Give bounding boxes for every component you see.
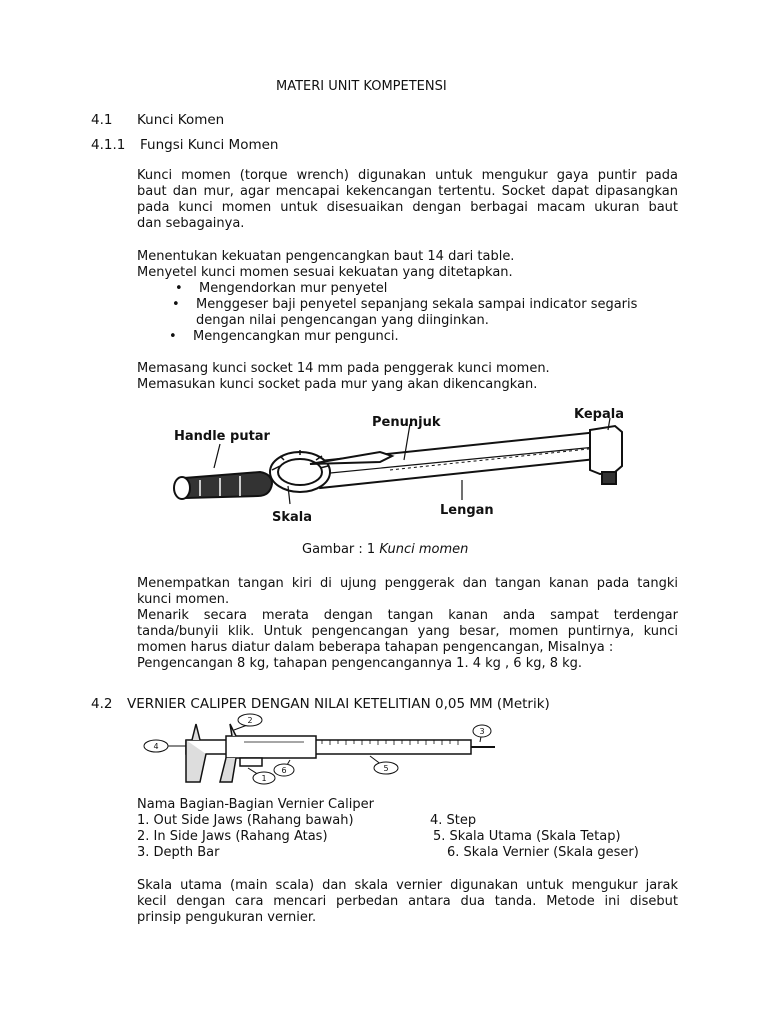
torque-wrench-figure [160, 400, 650, 530]
parts-item: 6. Skala Vernier (Skala geser) [447, 845, 639, 860]
step-line: Menentukan kekuatan pengencangkan baut 14 dari table. [137, 249, 515, 264]
paragraph-line: dan sebagainya. [137, 216, 245, 231]
callout-5: 5 [383, 764, 389, 773]
step-line: Memasang kunci socket 14 mm pada penggerak kunci momen. [137, 361, 550, 376]
bullet-item: • Mengendorkan mur penyetel [199, 281, 387, 297]
caption-italic: Kunci momen [379, 542, 469, 557]
paragraph-line: Menempatkan tangan kiri di ujung penggerak dan tangan kanan pada tangki [137, 576, 678, 591]
callout-3: 3 [479, 727, 485, 736]
callout-2: 2 [247, 716, 253, 725]
parts-item: 5. Skala Utama (Skala Tetap) [433, 829, 621, 844]
caption-prefix: Gambar : 1 [302, 542, 380, 557]
paragraph-line: Pengencangan 8 kg, tahapan pengencangannya 1. 4 kg , 6 kg, 8 kg. [137, 656, 583, 671]
figure-caption [302, 542, 468, 558]
figure-label-handle: Handle putar [174, 429, 270, 444]
callout-6: 6 [281, 766, 287, 775]
bullet-item: • Mengencangkan mur pengunci. [193, 329, 399, 345]
parts-item: 3. Depth Bar [137, 845, 220, 860]
paragraph-line: Skala utama (main scala) dan skala vernier digunakan untuk mengukur jarak [137, 878, 678, 893]
vernier-caliper-figure [140, 712, 500, 788]
paragraph-line: tanda/bunyii klik. Untuk pengencangan yang besar, momen puntirnya, kunci [137, 624, 678, 639]
paragraph-line: pada kunci momen untuk disesuaikan dengan berbagai macam ukuran baut [137, 200, 678, 215]
parts-title: Nama Bagian-Bagian Vernier Caliper [137, 797, 374, 812]
section-number: 4.2 [91, 696, 113, 712]
parts-item: 2. In Side Jaws (Rahang Atas) [137, 829, 328, 844]
callout-4: 4 [153, 742, 159, 751]
figure-label-lengan: Lengan [440, 503, 494, 518]
paragraph-line: baut dan mur, agar mencapai kekencangan tertentu. Socket dapat dipasangkan [137, 184, 678, 199]
parts-item: 4. Step [430, 813, 477, 828]
figure-label-kepala: Kepala [574, 407, 624, 422]
subsection-title: Fungsi Kunci Momen [140, 137, 279, 153]
figure-label-penunjuk: Penunjuk [372, 415, 441, 430]
paragraph-line: kecil dengan cara mencari perbedan antara dua tanda. Metode ini disebut [137, 894, 678, 909]
section-number: 4.1 [91, 112, 113, 128]
page-title: MATERI UNIT KOMPETENSI [276, 79, 447, 94]
paragraph-line: prinsip pengukuran vernier. [137, 910, 317, 925]
section-title: Kunci Komen [137, 112, 225, 128]
callout-1: 1 [261, 774, 267, 783]
bullet-item: • Menggeser baji penyetel sepanjang sekala sampai indicator segaris [196, 297, 637, 313]
paragraph-line: kunci momen. [137, 592, 230, 607]
subsection-number: 4.1.1 [91, 137, 126, 153]
paragraph-line: Menarik secara merata dengan tangan kanan anda sampat terdengar [137, 608, 678, 623]
figure-label-skala: Skala [272, 510, 313, 525]
parts-item: 1. Out Side Jaws (Rahang bawah) [137, 813, 354, 828]
paragraph-line: momen harus diatur dalam beberapa tahapan pengencangan, Misalnya : [137, 640, 614, 655]
section-title: VERNIER CALIPER DENGAN NILAI KETELITIAN 0,05 MM (Metrik) [127, 696, 550, 712]
step-line: Menyetel kunci momen sesuai kekuatan yang ditetapkan. [137, 265, 513, 280]
paragraph-line: Kunci momen (torque wrench) digunakan untuk mengukur gaya puntir pada [137, 168, 678, 183]
step-line: Memasukan kunci socket pada mur yang akan dikencangkan. [137, 377, 538, 392]
bullet-item-continuation: dengan nilai pengencangan yang diinginkan. [196, 313, 489, 328]
